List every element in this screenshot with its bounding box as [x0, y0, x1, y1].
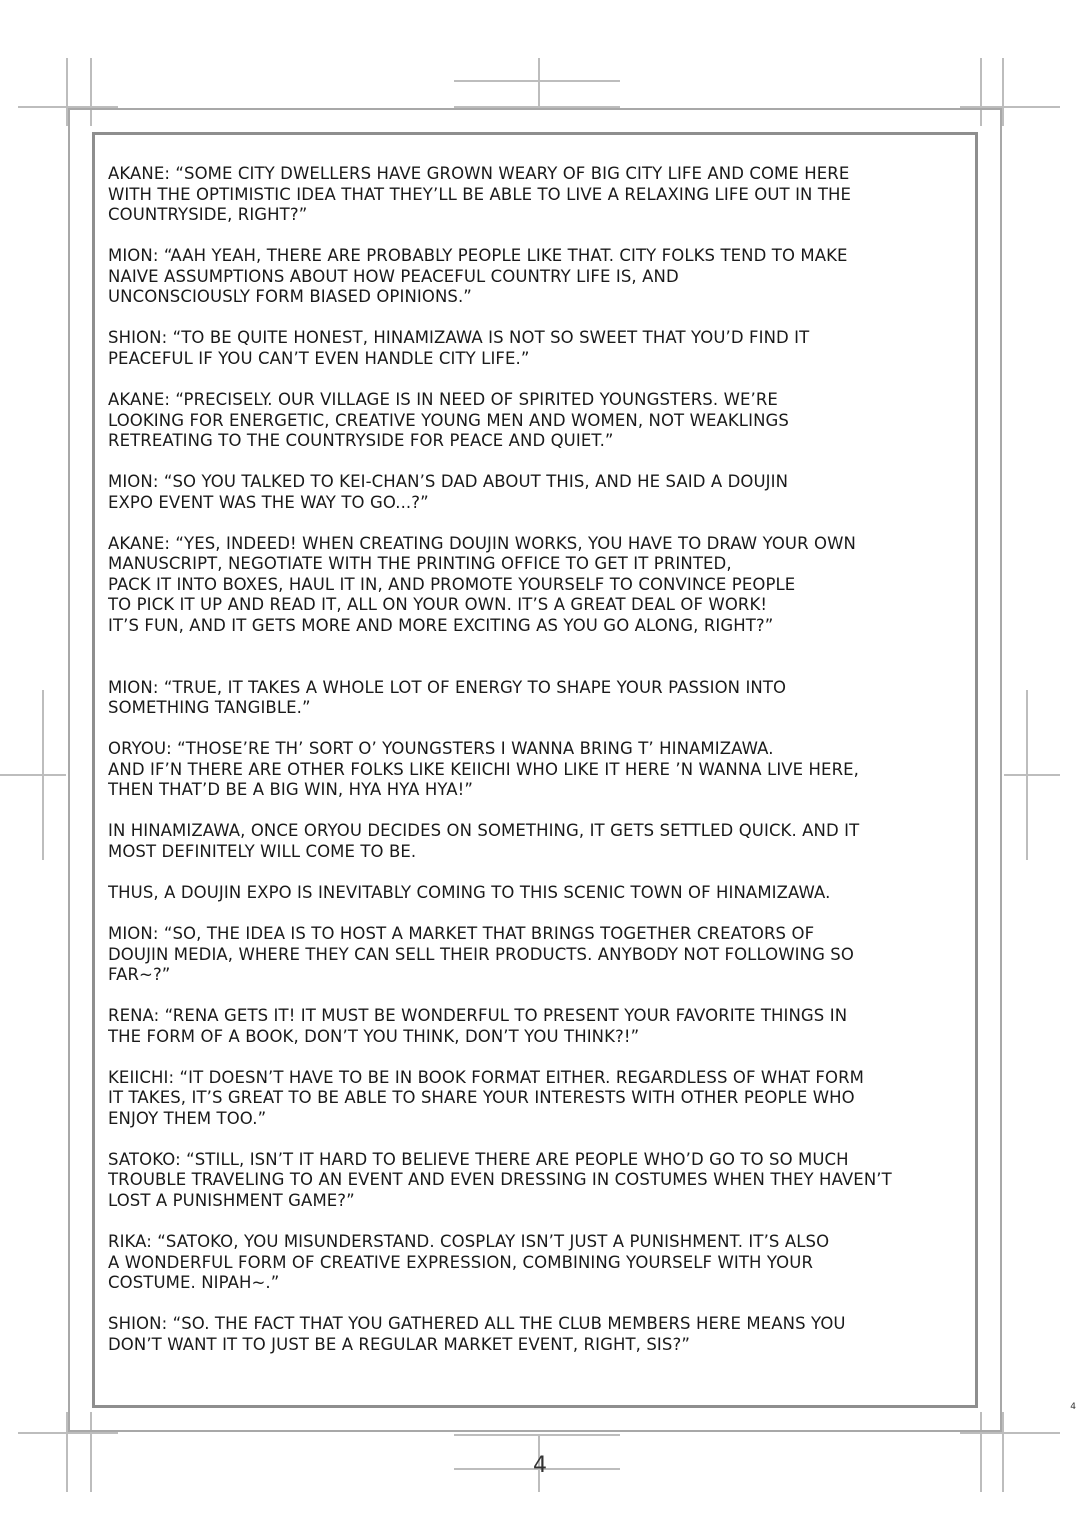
text-line: PACK IT INTO BOXES, HAUL IT IN, AND PROMOTE YOURSELF TO CONVINCE PEOPLE	[108, 574, 796, 594]
text-line: MION: “AAH YEAH, THERE ARE PROBABLY PEOPLE LIKE THAT. CITY FOLKS TEND TO MAKE	[108, 246, 848, 266]
text-line: LOST A PUNISHMENT GAME?”	[108, 1191, 355, 1211]
text-line: SOMETHING TANGIBLE.”	[108, 698, 311, 718]
narration-2	[108, 883, 960, 904]
page-number: 4	[533, 1453, 547, 1478]
dialogue-rika-1	[108, 1232, 960, 1294]
text-line: RIKA: “SATOKO, YOU MISUNDERSTAND. COSPLAY ISN’T JUST A PUNISHMENT. IT’S ALSO	[108, 1232, 830, 1252]
dialogue-text-block	[108, 164, 960, 1384]
text-line: LOOKING FOR ENERGETIC, CREATIVE YOUNG MEN AND WOMEN, NOT WEAKLINGS	[108, 410, 789, 430]
text-line: EXPO EVENT WAS THE WAY TO GO...?”	[108, 492, 429, 512]
text-line: RENA: “RENA GETS IT! IT MUST BE WONDERFUL TO PRESENT YOUR FAVORITE THINGS IN	[108, 1006, 848, 1026]
dialogue-mion-3	[108, 678, 960, 719]
text-line: COSTUME. NIPAH~.”	[108, 1273, 280, 1293]
dialogue-keiichi-1	[108, 1068, 960, 1130]
text-line: SATOKO: “STILL, ISN’T IT HARD TO BELIEVE THERE ARE PEOPLE WHO’D GO TO SO MUCH	[108, 1149, 849, 1169]
text-line: WITH THE OPTIMISTIC IDEA THAT THEY’LL BE ABLE TO LIVE A RELAXING LIFE OUT IN THE	[108, 184, 852, 204]
text-line: NAIVE ASSUMPTIONS ABOUT HOW PEACEFUL COUNTRY LIFE IS, AND	[108, 266, 679, 286]
dialogue-rena-1	[108, 1006, 960, 1047]
crop-mark	[1002, 1412, 1004, 1492]
text-line: RETREATING TO THE COUNTRYSIDE FOR PEACE AND QUIET.”	[108, 431, 614, 451]
text-line: MION: “SO YOU TALKED TO KEI-CHAN’S DAD ABOUT THIS, AND HE SAID A DOUJIN	[108, 472, 789, 492]
crop-mark	[454, 80, 620, 82]
text-line: DON’T WANT IT TO JUST BE A REGULAR MARKET EVENT, RIGHT, SIS?”	[108, 1334, 690, 1354]
text-line: DOUJIN MEDIA, WHERE THEY CAN SELL THEIR PRODUCTS. ANYBODY NOT FOLLOWING SO	[108, 944, 854, 964]
narration-1	[108, 821, 960, 862]
text-line: AKANE: “YES, INDEED! WHEN CREATING DOUJIN WORKS, YOU HAVE TO DRAW YOUR OWN	[108, 533, 856, 553]
text-line: MANUSCRIPT, NEGOTIATE WITH THE PRINTING OFFICE TO GET IT PRINTED,	[108, 554, 732, 574]
dialogue-akane-1	[108, 164, 960, 226]
text-line: MION: “SO, THE IDEA IS TO HOST A MARKET THAT BRINGS TOGETHER CREATORS OF	[108, 923, 815, 943]
text-line: TROUBLE TRAVELING TO AN EVENT AND EVEN DRESSING IN COSTUMES WHEN THEY HAVEN’T	[108, 1170, 892, 1190]
crop-mark	[960, 1432, 1060, 1434]
crop-mark	[1004, 774, 1060, 776]
text-line: SHION: “TO BE QUITE HONEST, HINAMIZAWA IS NOT SO SWEET THAT YOU’D FIND IT	[108, 328, 810, 348]
text-line: MOST DEFINITELY WILL COME TO BE.	[108, 841, 417, 861]
text-line: MION: “TRUE, IT TAKES A WHOLE LOT OF ENERGY TO SHAPE YOUR PASSION INTO	[108, 677, 787, 697]
text-line: AND IF’N THERE ARE OTHER FOLKS LIKE KEIICHI WHO LIKE IT HERE ’N WANNA LIVE HERE,	[108, 759, 860, 779]
text-line: UNCONSCIOUSLY FORM BIASED OPINIONS.”	[108, 287, 472, 307]
text-line: THE FORM OF A BOOK, DON’T YOU THINK, DON’T YOU THINK?!”	[108, 1026, 640, 1046]
text-line: PEACEFUL IF YOU CAN’T EVEN HANDLE CITY LIFE.”	[108, 348, 530, 368]
text-line: THEN THAT’D BE A BIG WIN, HYA HYA HYA!”	[108, 780, 474, 800]
dialogue-oryou-1	[108, 739, 960, 801]
crop-mark	[538, 58, 540, 108]
text-line: THUS, A DOUJIN EXPO IS INEVITABLY COMING TO THIS SCENIC TOWN OF HINAMIZAWA.	[108, 882, 831, 902]
text-line: AKANE: “PRECISELY. OUR VILLAGE IS IN NEED OF SPIRITED YOUNGSTERS. WE’RE	[108, 389, 778, 409]
text-line: KEIICHI: “IT DOESN’T HAVE TO BE IN BOOK FORMAT EITHER. REGARDLESS OF WHAT FORM	[108, 1067, 865, 1087]
text-line: COUNTRYSIDE, RIGHT?”	[108, 205, 308, 225]
text-line: ORYOU: “THOSE’RE TH’ SORT O’ YOUNGSTERS I WANNA BRING T’ HINAMIZAWA.	[108, 739, 774, 759]
dialogue-shion-2	[108, 1314, 960, 1355]
dialogue-mion-4	[108, 924, 960, 986]
text-line: IT TAKES, IT’S GREAT TO BE ABLE TO SHARE YOUR INTERESTS WITH OTHER PEOPLE WHO	[108, 1088, 855, 1108]
margin-page-mark: 4	[1070, 1402, 1076, 1412]
dialogue-shion-1	[108, 328, 960, 369]
text-line: A WONDERFUL FORM OF CREATIVE EXPRESSION, COMBINING YOURSELF WITH YOUR	[108, 1252, 814, 1272]
text-line: IT’S FUN, AND IT GETS MORE AND MORE EXCITING AS YOU GO ALONG, RIGHT?”	[108, 616, 774, 636]
dialogue-akane-3	[108, 534, 960, 637]
text-line: TO PICK IT UP AND READ IT, ALL ON YOUR OWN. IT’S A GREAT DEAL OF WORK!	[108, 595, 768, 615]
dialogue-mion-2	[108, 472, 960, 513]
crop-mark	[0, 774, 66, 776]
dialogue-satoko-1	[108, 1150, 960, 1212]
dialogue-akane-2	[108, 390, 960, 452]
text-line: ENJOY THEM TOO.”	[108, 1108, 267, 1128]
dialogue-mion-1	[108, 246, 960, 308]
text-line: IN HINAMIZAWA, ONCE ORYOU DECIDES ON SOMETHING, IT GETS SETTLED QUICK. AND IT	[108, 821, 860, 841]
text-line: FAR~?”	[108, 965, 171, 985]
text-line: AKANE: “SOME CITY DWELLERS HAVE GROWN WEARY OF BIG CITY LIFE AND COME HERE	[108, 164, 850, 183]
crop-mark	[18, 1432, 118, 1434]
crop-mark	[454, 1434, 620, 1436]
crop-mark	[1002, 58, 1004, 126]
text-line: SHION: “SO. THE FACT THAT YOU GATHERED ALL THE CLUB MEMBERS HERE MEANS YOU	[108, 1314, 846, 1334]
